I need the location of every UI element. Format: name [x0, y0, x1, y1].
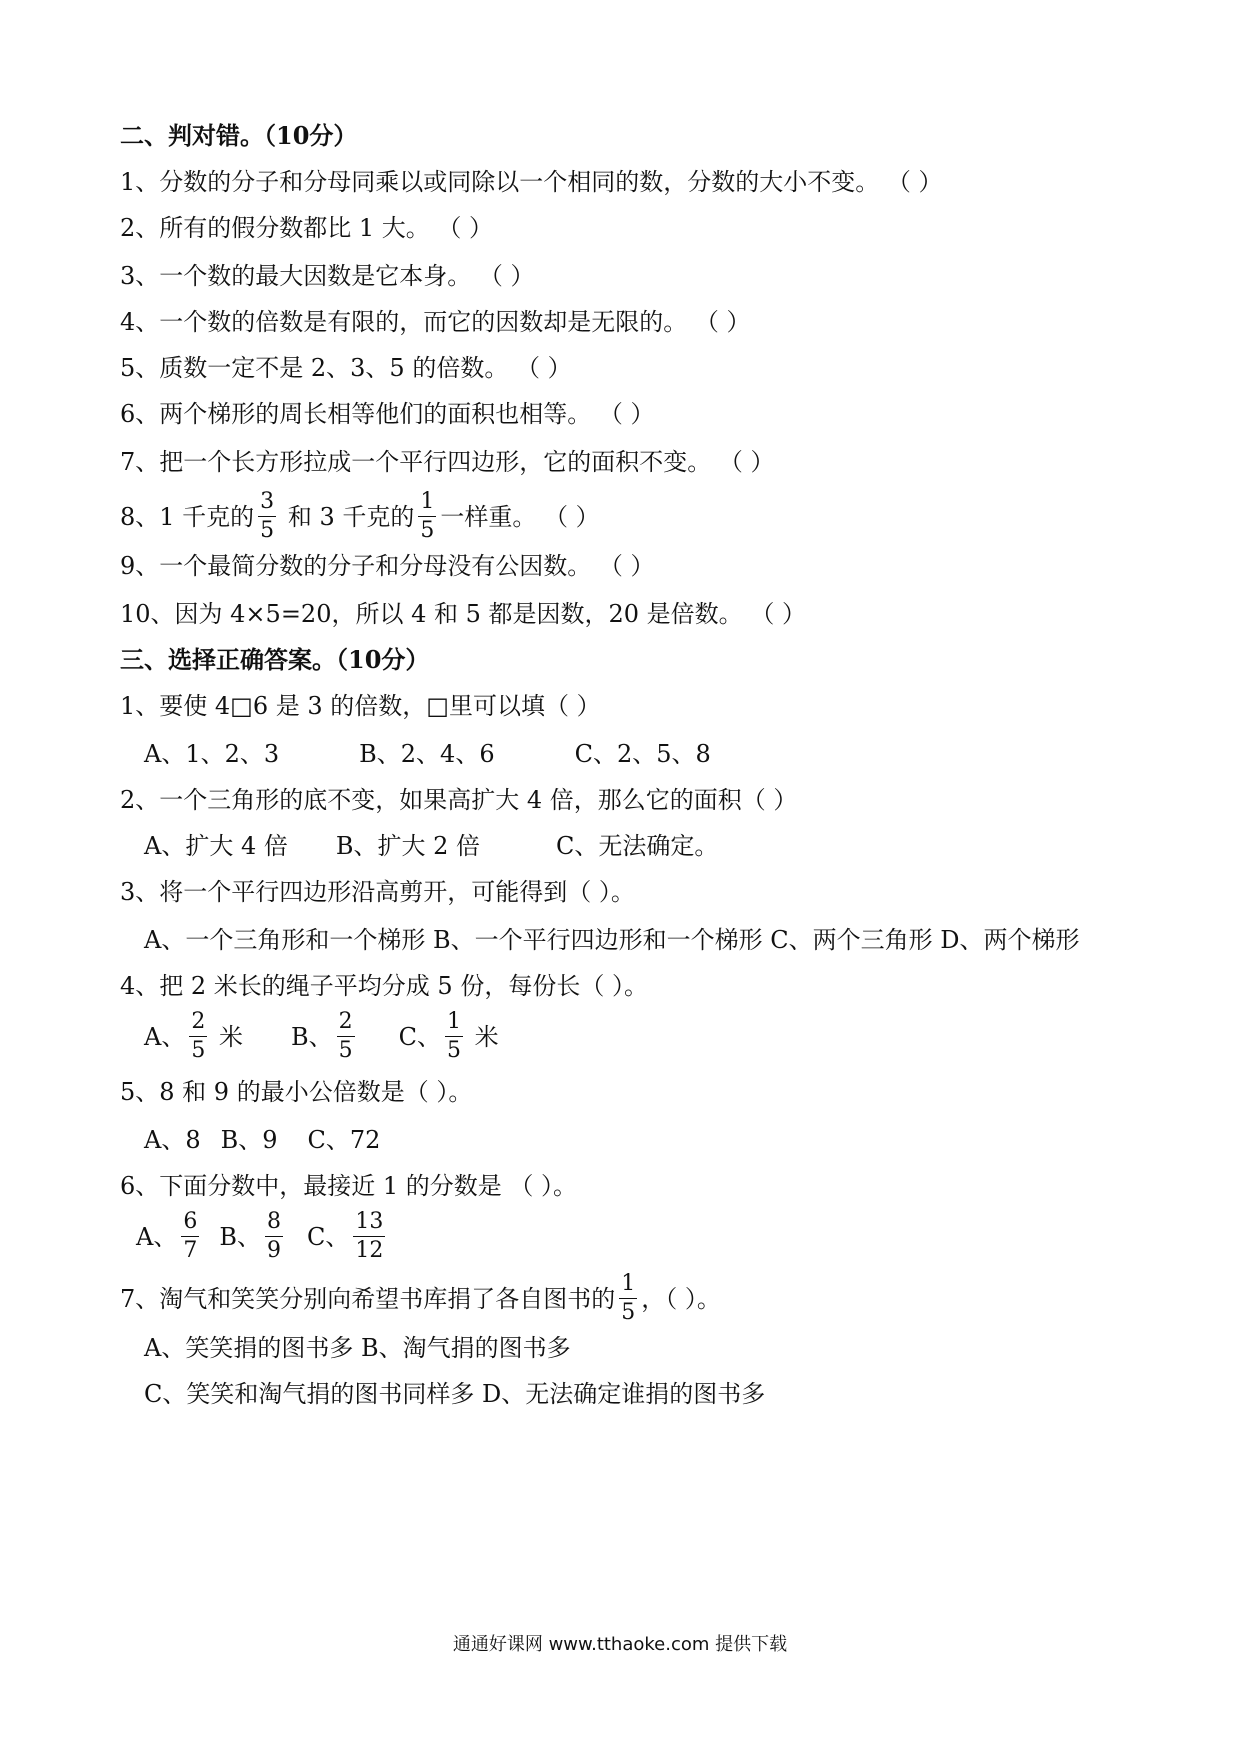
fraction-numerator: 6	[181, 1208, 199, 1237]
s3-q6-options	[136, 1210, 389, 1267]
s3-q4-options	[144, 1010, 499, 1067]
fraction	[418, 488, 436, 545]
fraction-denominator: 5	[420, 518, 435, 543]
fraction-denominator: 5	[621, 1300, 636, 1325]
s2-item-3: 3、一个数的最大因数是它本身。 （ ）	[120, 262, 535, 290]
s3-q6: 6、下面分数中，最接近 1 的分数是 （ ）。	[120, 1172, 578, 1200]
s2-item-6: 6、两个梯形的周长相等他们的面积也相等。 （ ）	[120, 400, 655, 428]
s3-q7-options-cd: C、笑笑和淘气捐的图书同样多 D、无法确定谁捐的图书多	[144, 1380, 766, 1408]
fraction	[353, 1208, 385, 1265]
option-b: B、扩大 2 倍	[335, 832, 481, 860]
option-b-label: B、	[290, 1023, 333, 1051]
s2-item-10: 10、因为 4×5=20，所以 4 和 5 都是因数，20 是倍数。 （ ）	[120, 600, 806, 628]
fraction-numerator: 1	[619, 1270, 637, 1299]
option-b: B、2、4、6	[359, 740, 495, 768]
option-c: C、2、5、8	[574, 740, 711, 768]
option-c-label: C、	[398, 1023, 441, 1051]
fraction	[189, 1008, 207, 1065]
fraction-denominator: 7	[183, 1238, 198, 1263]
s3-q7-options-ab: A、笑笑捐的图书多 B、淘气捐的图书多	[144, 1334, 571, 1362]
section-3-heading: 三、选择正确答案。（10分）	[120, 645, 430, 674]
s2-item-9: 9、一个最简分数的分子和分母没有公因数。 （ ）	[120, 552, 655, 580]
fraction	[619, 1270, 637, 1327]
fraction-numerator: 13	[353, 1208, 385, 1237]
option-a: A、扩大 4 倍	[144, 832, 288, 860]
s3-q5: 5、8 和 9 的最小公倍数是（ ）。	[120, 1078, 473, 1106]
s2-item-8-mid: 和 3 千克的	[287, 503, 415, 531]
option-a: A、1、2、3	[144, 740, 280, 768]
option-c: C、72	[307, 1126, 381, 1154]
option-b: B、9	[220, 1126, 278, 1154]
option-a-unit: 米	[218, 1023, 243, 1051]
s3-q7	[120, 1272, 721, 1329]
s3-q1: 1、要使 4□6 是 3 的倍数，□里可以填（ ）	[120, 692, 601, 720]
fraction	[265, 1208, 283, 1265]
s3-q2: 2、一个三角形的底不变，如果高扩大 4 倍，那么它的面积（ ）	[120, 786, 798, 814]
s2-item-5: 5、质数一定不是 2、3、5 的倍数。 （ ）	[120, 354, 572, 382]
s2-item-2: 2、所有的假分数都比 1 大。 （ ）	[120, 214, 494, 242]
fraction-numerator: 2	[337, 1008, 355, 1037]
fraction	[181, 1208, 199, 1265]
option-c: C、无法确定。	[556, 832, 719, 860]
option-b-label: B、	[219, 1223, 261, 1251]
s3-q7-prefix: 7、淘气和笑笑分别向希望书库捐了各自图书的	[120, 1285, 616, 1313]
s3-q4: 4、把 2 米长的绳子平均分成 5 份，每份长（ ）。	[120, 972, 648, 1000]
s3-q3: 3、将一个平行四边形沿高剪开，可能得到（ ）。	[120, 878, 635, 906]
option-a-label: A、	[144, 1023, 186, 1051]
s2-item-8	[120, 490, 600, 547]
fraction-numerator: 2	[189, 1008, 207, 1037]
fraction-numerator: 1	[445, 1008, 463, 1037]
page-footer: 通通好课网 www.tthaoke.com 提供下载	[452, 1634, 788, 1655]
option-c-label: C、	[306, 1223, 350, 1251]
fraction-denominator: 5	[447, 1038, 461, 1063]
fraction-denominator: 5	[338, 1038, 353, 1063]
fraction-denominator: 9	[266, 1238, 281, 1263]
fraction	[258, 488, 276, 545]
s3-q7-suffix: ，（ ）。	[641, 1285, 721, 1313]
fraction-numerator: 3	[258, 488, 276, 517]
fraction-numerator: 1	[418, 488, 436, 517]
option-a-label: A、	[136, 1223, 178, 1251]
fraction-denominator: 5	[191, 1038, 206, 1063]
fraction	[337, 1008, 355, 1065]
option-c-unit: 米	[474, 1023, 499, 1051]
s3-q5-options	[144, 1124, 380, 1156]
s2-item-4: 4、一个数的倍数是有限的，而它的因数却是无限的。 （ ）	[120, 308, 751, 336]
s3-q3-options: A、一个三角形和一个梯形 B、一个平行四边形和一个梯形 C、两个三角形 D、两个梯形	[144, 926, 1080, 954]
fraction-numerator: 8	[265, 1208, 283, 1237]
fraction	[445, 1008, 463, 1065]
s2-item-1: 1、分数的分子和分母同乘以或同除以一个相同的数，分数的大小不变。 （ ）	[120, 168, 943, 196]
s2-item-8-suffix: 一样重。 （ ）	[440, 503, 600, 531]
fraction-denominator: 12	[355, 1238, 384, 1263]
s2-item-7: 7、把一个长方形拉成一个平行四边形，它的面积不变。 （ ）	[120, 448, 775, 476]
s3-q1-options	[144, 738, 711, 770]
fraction-denominator: 5	[260, 518, 275, 543]
s3-q2-options	[144, 830, 718, 862]
section-2-heading: 二、判对错。（10分）	[120, 121, 358, 150]
option-a: A、8	[144, 1126, 201, 1154]
s2-item-8-prefix: 8、1 千克的	[120, 503, 255, 531]
